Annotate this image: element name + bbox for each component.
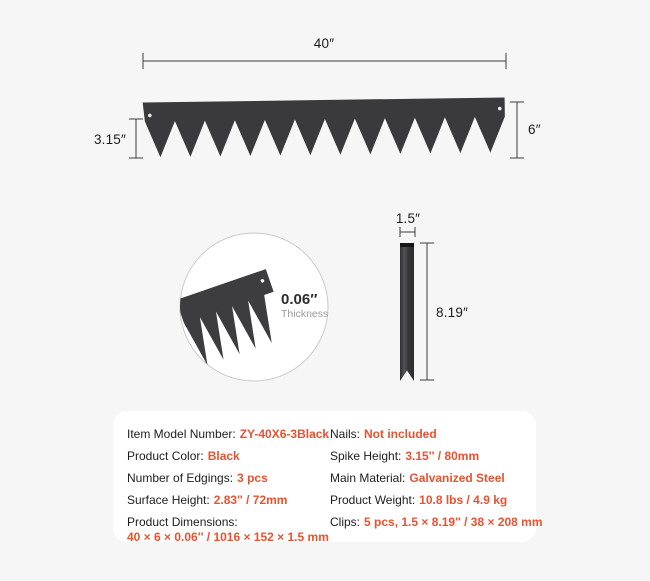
- spike-height-label: 3.15″: [93, 132, 126, 147]
- spec-label: Main Material:: [330, 471, 406, 485]
- width-dimension: [143, 53, 506, 69]
- thickness-value: 0.06″: [281, 291, 318, 308]
- spec-label: Product Dimensions:: [127, 515, 238, 529]
- spec-label: Clips:: [330, 515, 361, 529]
- spec-product-weight: [330, 489, 543, 511]
- spec-clips: [330, 511, 543, 533]
- spec-column-left: [127, 423, 329, 545]
- thickness-caption: Thickness: [281, 308, 329, 320]
- spec-main-material: [330, 467, 543, 489]
- edging-clip-side-view: [400, 243, 414, 381]
- spec-panel: [113, 411, 543, 544]
- clip-height-label: 8.19″: [436, 305, 469, 320]
- spec-value: Black: [207, 449, 240, 463]
- spec-label: Nails:: [330, 427, 361, 441]
- spec-label: Product Weight:: [330, 493, 416, 507]
- spec-nails: [330, 423, 543, 445]
- spec-value: ZY-40X6-3Black: [239, 427, 330, 441]
- spec-number-of-edgings: [127, 467, 329, 489]
- spec-value: Not included: [364, 427, 437, 441]
- spec-spike-height: [330, 445, 543, 467]
- spec-value: 3.15'' / 80mm: [405, 449, 480, 463]
- clip-height-dimension: [420, 243, 434, 380]
- spec-surface-height: [127, 489, 329, 511]
- clip-width-dimension: [400, 227, 415, 237]
- spec-label: Surface Height:: [127, 493, 210, 507]
- clip-width-label: 1.5″: [395, 211, 421, 226]
- spec-column-right: [330, 423, 543, 533]
- spec-value: 2.83'' / 72mm: [213, 493, 288, 507]
- spec-value: 3 pcs: [237, 471, 268, 485]
- spec-value: 5 pcs, 1.5 × 8.19'' / 38 × 208 mm: [364, 515, 543, 529]
- spec-product-color: [127, 445, 329, 467]
- edging-front-view: [143, 97, 506, 157]
- spec-label: Number of Edgings:: [127, 471, 234, 485]
- thickness-detail-circle: [176, 233, 328, 381]
- spec-value: 10.8 lbs / 4.9 kg: [419, 493, 508, 507]
- spec-value: 40 × 6 × 0.06'' / 1016 × 152 × 1.5 mm: [127, 530, 329, 544]
- spec-value: Galvanized Steel: [409, 471, 505, 485]
- spec-label: Spike Height:: [330, 449, 402, 463]
- spec-item-model-number: [127, 423, 329, 445]
- spec-product-dimensions: [127, 511, 329, 545]
- spike-height-dimension: [129, 119, 143, 158]
- spec-label: Product Color:: [127, 449, 204, 463]
- spec-label: Item Model Number:: [127, 427, 236, 441]
- total-height-dimension: [510, 102, 524, 158]
- width-dimension-label: 40″: [313, 36, 335, 51]
- total-height-label: 6″: [528, 122, 541, 137]
